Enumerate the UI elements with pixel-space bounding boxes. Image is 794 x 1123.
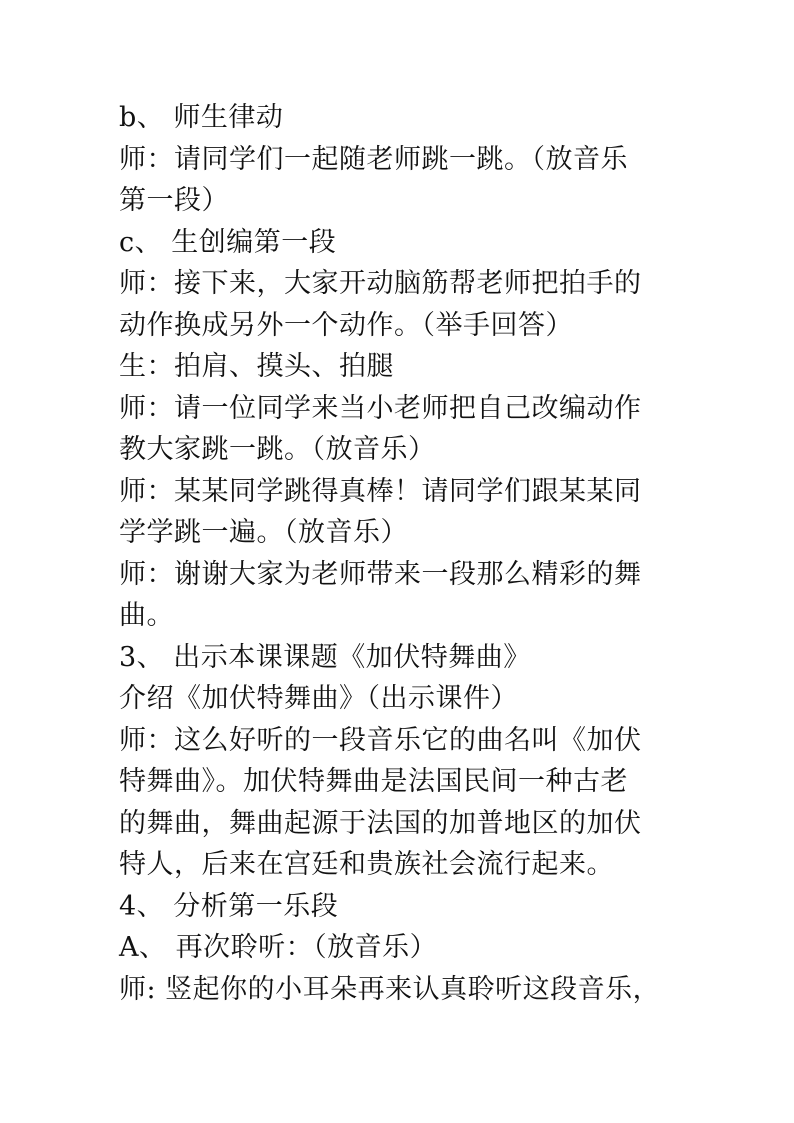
text-line: 的舞曲，舞曲起源于法国的加普地区的加伏 (119, 807, 642, 839)
text-line: 第一段） (119, 185, 229, 216)
text-line: 师: 竖起你的小耳朵再来认真聆听这段音乐， (119, 973, 661, 1005)
text-line: 特人，后来在宫廷和贵族社会流行起来。 (119, 849, 614, 880)
text-line: 教大家跳一跳。（放音乐） (119, 434, 436, 465)
text-line: 师：请一位同学来当小老师把自己改编动作 (119, 392, 642, 424)
text-line: c、 生创编第一段 (119, 226, 337, 258)
document-body (119, 97, 679, 1010)
text-line: 曲。 (119, 600, 174, 631)
text-line: 动作换成另外一个动作。（举手回答） (119, 309, 573, 341)
text-line: b、 师生律动 (119, 102, 284, 133)
text-line: 师：请同学们一起随老师跳一跳。（放音乐 (119, 143, 628, 175)
text-line: 特舞曲》。加伏特舞曲是法国民间一种古老 (119, 766, 628, 797)
text-line: 师：这么好听的一段音乐它的曲名叫《加伏 (119, 724, 642, 756)
text-line: 学学跳一遍。（放音乐） (119, 517, 408, 548)
text-line: 生：拍肩、摸头、拍腿 (119, 351, 394, 382)
text-line: 师：某某同学跳得真棒！请同学们跟某某同 (119, 475, 642, 507)
text-line: 师：谢谢大家为老师带来一段那么精彩的舞 (119, 558, 642, 590)
text-line: 师：接下来，大家开动脑筋帮老师把拍手的 (119, 268, 642, 299)
text-line: 3、 出示本课课题《加伏特舞曲》 (119, 641, 531, 673)
text-line: 4、 分析第一乐段 (119, 890, 339, 922)
text-line: 介绍《加伏特舞曲》（出示课件） (119, 683, 518, 714)
text-line: A、 再次聆听：（放音乐） (119, 932, 438, 963)
